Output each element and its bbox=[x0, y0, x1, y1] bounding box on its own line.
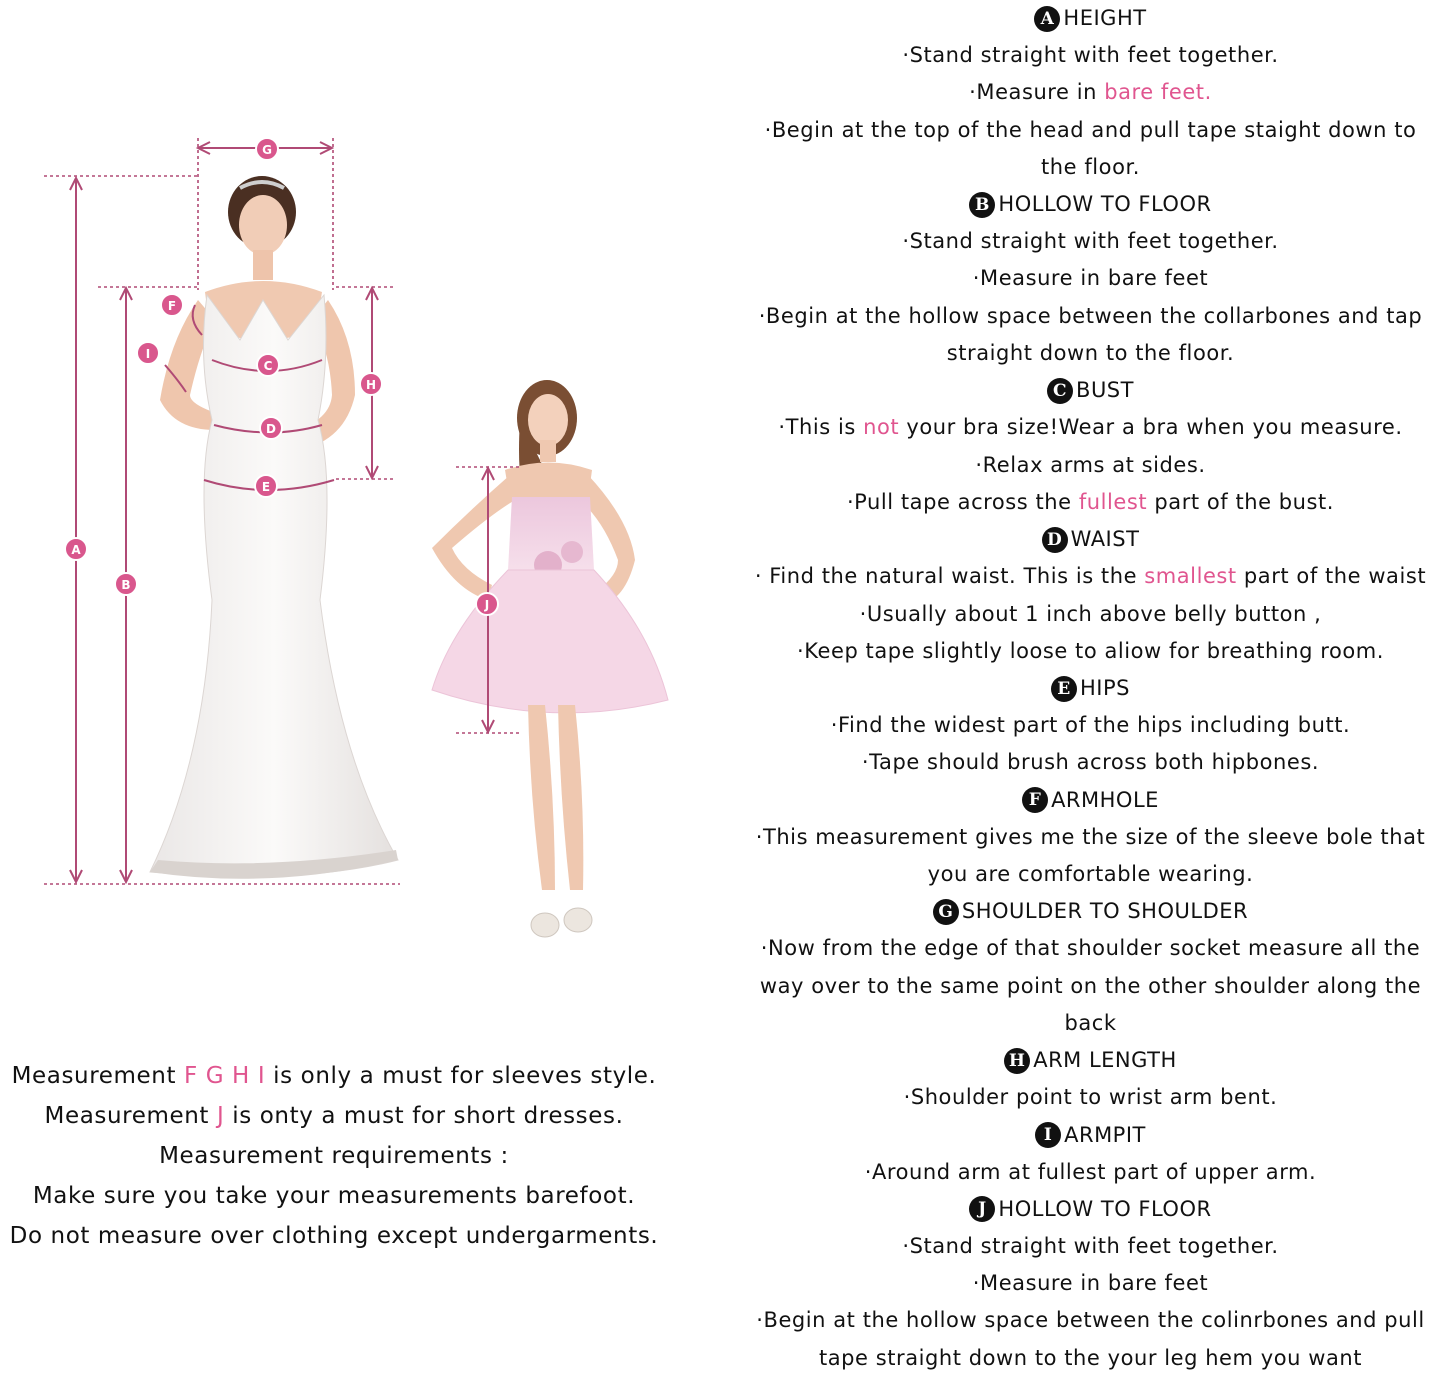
section-title: HOLLOW TO FLOOR bbox=[998, 192, 1212, 217]
letter-badge-icon: J bbox=[969, 1196, 995, 1222]
section-heading-d bbox=[740, 521, 1441, 558]
letter-badge-icon: A bbox=[1034, 6, 1060, 32]
label-i-text: I bbox=[145, 347, 151, 361]
instruction-text: ·Tape should brush across both hipbones. bbox=[861, 750, 1320, 775]
note-sleeves-prefix: Measurement bbox=[11, 1063, 184, 1089]
label-h bbox=[360, 373, 382, 395]
instruction-line bbox=[740, 1265, 1441, 1302]
instruction-text: ·Begin at the hollow space between the colinrbones and pull bbox=[756, 1308, 1425, 1333]
instruction-text: ·Measure in bare feet bbox=[972, 1271, 1209, 1296]
instruction-line bbox=[740, 112, 1441, 149]
instruction-text: ·Usually about 1 inch above belly button , bbox=[859, 601, 1322, 626]
instruction-text: your bra size!Wear a bra when you measure. bbox=[899, 415, 1403, 440]
section-heading-f bbox=[740, 782, 1441, 819]
label-f bbox=[161, 294, 183, 316]
section-title: ARMHOLE bbox=[1051, 787, 1159, 812]
instruction-line bbox=[740, 37, 1441, 74]
instruction-text: ·Stand straight with feet together. bbox=[902, 229, 1279, 254]
section-heading-g bbox=[740, 893, 1441, 930]
label-b-text: B bbox=[121, 578, 131, 592]
instruction-text: ·Keep tape slightly loose to aliow for breathing room. bbox=[797, 638, 1384, 663]
section-title: HEIGHT bbox=[1063, 6, 1147, 30]
instruction-text: ·This is bbox=[778, 415, 864, 440]
instruction-line bbox=[740, 1340, 1441, 1377]
instruction-line bbox=[740, 633, 1441, 670]
label-h-text: H bbox=[365, 378, 377, 392]
instruction-text: ·Stand straight with feet together. bbox=[902, 1233, 1279, 1258]
instruction-line bbox=[740, 1302, 1441, 1339]
instruction-text: way over to the same point on the other shoulder along the bbox=[759, 973, 1422, 998]
instruction-line bbox=[740, 1228, 1441, 1265]
label-c bbox=[257, 354, 279, 376]
instruction-text: ·Shoulder point to wrist arm bent. bbox=[903, 1085, 1278, 1110]
instruction-text: tape straight down to the your leg hem you want bbox=[818, 1345, 1363, 1370]
section-title: HOLLOW TO FLOOR bbox=[998, 1196, 1212, 1221]
note-sleeves-suffix: is only a must for sleeves style. bbox=[265, 1063, 657, 1089]
instruction-text: ·Now from the edge of that shoulder socket measure all the bbox=[760, 936, 1421, 961]
instruction-text: ·This measurement gives me the size of the sleeve bole that bbox=[755, 824, 1426, 849]
bride-figure bbox=[150, 176, 398, 879]
letter-badge-icon: F bbox=[1022, 787, 1048, 813]
instruction-line bbox=[740, 149, 1441, 186]
instruction-line bbox=[740, 707, 1441, 744]
instruction-text: ·Begin at the top of the head and pull tape staight down to bbox=[764, 117, 1417, 142]
label-d bbox=[260, 417, 282, 439]
instruction-line bbox=[740, 335, 1441, 372]
instruction-text: ·Find the widest part of the hips including butt. bbox=[830, 713, 1351, 738]
girl-figure bbox=[432, 380, 668, 937]
label-g-text: G bbox=[262, 143, 272, 157]
instruction-text: ·Pull tape across the bbox=[846, 489, 1079, 514]
instruction-line bbox=[740, 819, 1441, 856]
instruction-text: · Find the natural waist. This is the bbox=[754, 564, 1145, 589]
label-b bbox=[115, 573, 137, 595]
instruction-line bbox=[740, 930, 1441, 967]
instruction-text: back bbox=[1064, 1010, 1117, 1035]
note-short-letter: J bbox=[216, 1103, 225, 1129]
highlight-text: smallest bbox=[1144, 564, 1237, 589]
instruction-line bbox=[740, 260, 1441, 297]
note-short-suffix: is onty a must for short dresses. bbox=[224, 1103, 624, 1129]
instruction-text: ·Relax arms at sides. bbox=[975, 452, 1206, 477]
instruction-line bbox=[740, 596, 1441, 633]
measurement-guide bbox=[740, 0, 1441, 1377]
instruction-line bbox=[740, 968, 1441, 1005]
letter-badge-icon: B bbox=[969, 192, 995, 218]
note-requirements-heading: Measurement requirements : bbox=[159, 1143, 509, 1169]
letter-badge-icon: C bbox=[1047, 378, 1073, 404]
label-g bbox=[256, 138, 278, 160]
section-heading-i bbox=[740, 1117, 1441, 1154]
instruction-line bbox=[740, 1005, 1441, 1042]
instruction-text: ·Measure in bbox=[969, 80, 1105, 105]
letter-badge-icon: I bbox=[1035, 1122, 1061, 1148]
instruction-text: ·Stand straight with feet together. bbox=[902, 43, 1279, 67]
letter-badge-icon: E bbox=[1051, 676, 1077, 702]
section-heading-h bbox=[740, 1042, 1441, 1079]
instruction-line bbox=[740, 484, 1441, 521]
label-i bbox=[137, 342, 159, 364]
label-d-text: D bbox=[266, 422, 276, 436]
instruction-line bbox=[740, 1154, 1441, 1191]
instruction-line bbox=[740, 1079, 1441, 1116]
note-short-dresses bbox=[0, 1096, 668, 1136]
highlight-text: fullest bbox=[1078, 489, 1148, 514]
instruction-line bbox=[740, 409, 1441, 446]
note-sleeves-letters: F G H I bbox=[183, 1063, 266, 1089]
label-c-text: C bbox=[263, 359, 273, 373]
instruction-text: you are comfortable wearing. bbox=[927, 862, 1254, 887]
letter-badge-icon: D bbox=[1042, 527, 1068, 553]
label-e-text: E bbox=[261, 480, 271, 494]
label-e bbox=[255, 475, 277, 497]
section-heading-j bbox=[740, 1191, 1441, 1228]
note-sleeves bbox=[0, 1056, 668, 1096]
label-j bbox=[476, 593, 498, 615]
section-heading-c bbox=[740, 372, 1441, 409]
highlight-text: bare feet. bbox=[1104, 80, 1212, 105]
instruction-text: ·Measure in bare feet bbox=[972, 266, 1209, 291]
section-title: SHOULDER TO SHOULDER bbox=[961, 899, 1249, 924]
measurement-notes bbox=[0, 1056, 668, 1256]
section-title: HIPS bbox=[1080, 676, 1130, 701]
label-j-text: J bbox=[484, 598, 490, 612]
section-heading-a bbox=[740, 0, 1441, 37]
instruction-line bbox=[740, 74, 1441, 111]
label-a bbox=[65, 538, 87, 560]
measurement-figures-illustration bbox=[0, 120, 720, 950]
section-title: ARM LENGTH bbox=[1033, 1048, 1177, 1073]
note-undergarments: Do not measure over clothing except undergarments. bbox=[9, 1223, 659, 1249]
highlight-text: not bbox=[863, 415, 900, 440]
section-heading-e bbox=[740, 670, 1441, 707]
instruction-text: part of the waist bbox=[1236, 564, 1427, 589]
instruction-line bbox=[740, 558, 1441, 595]
section-heading-b bbox=[740, 186, 1441, 223]
section-title: BUST bbox=[1076, 378, 1134, 403]
note-barefoot: Make sure you take your measurements barefoot. bbox=[32, 1183, 636, 1209]
letter-badge-icon: G bbox=[933, 899, 959, 925]
instruction-text: ·Begin at the hollow space between the collarbones and tap bbox=[758, 303, 1423, 328]
instruction-text: ·Around arm at fullest part of upper arm. bbox=[864, 1159, 1317, 1184]
instruction-line bbox=[740, 298, 1441, 335]
instruction-text: straight down to the floor. bbox=[946, 341, 1235, 366]
section-title: WAIST bbox=[1070, 527, 1140, 552]
letter-badge-icon: H bbox=[1004, 1048, 1030, 1074]
instruction-text: the floor. bbox=[1041, 154, 1140, 179]
instruction-line bbox=[740, 447, 1441, 484]
label-a-text: A bbox=[71, 543, 81, 557]
note-short-prefix: Measurement bbox=[44, 1103, 217, 1129]
label-f-text: F bbox=[167, 299, 177, 313]
instruction-line bbox=[740, 744, 1441, 781]
instruction-text: part of the bust. bbox=[1147, 489, 1335, 514]
instruction-line bbox=[740, 223, 1441, 260]
instruction-line bbox=[740, 856, 1441, 893]
section-title: ARMPIT bbox=[1064, 1122, 1146, 1147]
